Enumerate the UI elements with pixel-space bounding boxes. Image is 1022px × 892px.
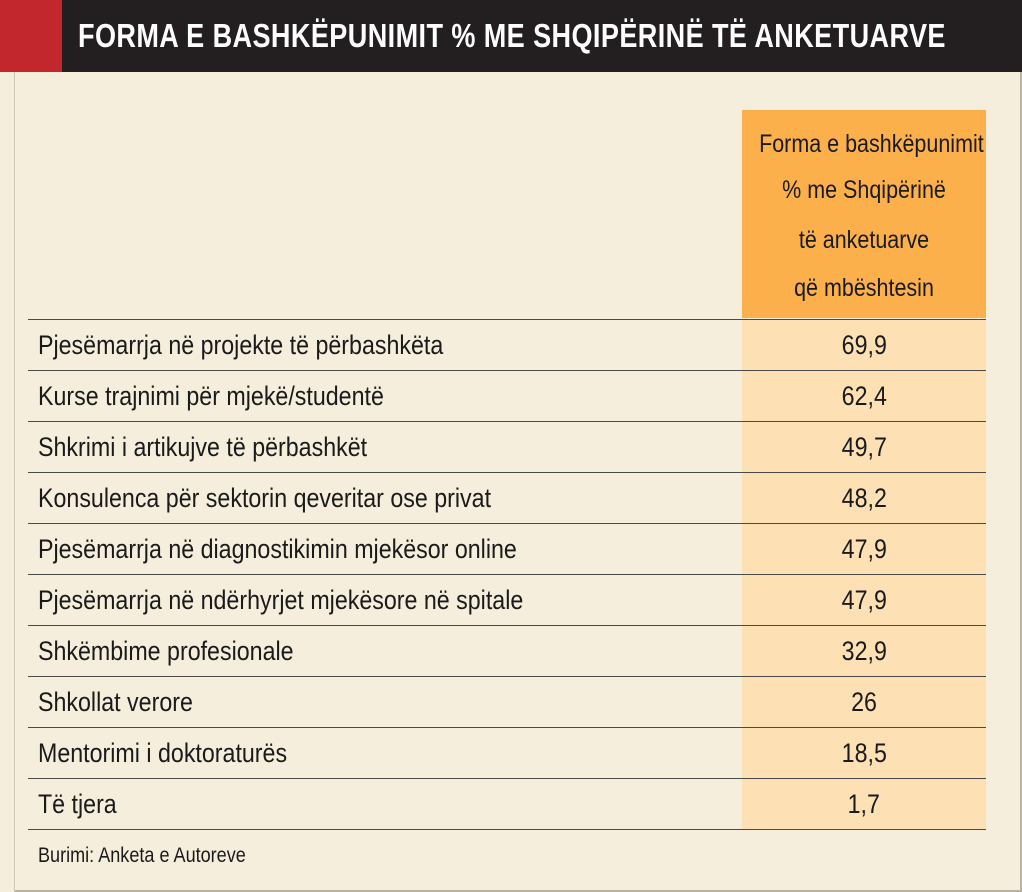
table-row	[28, 676, 986, 728]
row-label: Kurse trajnimi për mjekë/studentë	[38, 381, 384, 411]
column-header	[742, 110, 986, 318]
row-label: Shkrimi i artikujve të përbashkët	[38, 432, 368, 462]
source-note: Burimi: Anketa e Autoreve	[38, 844, 246, 867]
row-value: 69,9	[841, 330, 887, 360]
row-value: 26	[851, 687, 877, 717]
table-row	[28, 778, 986, 830]
row-value-cell	[742, 677, 986, 728]
row-label: Të tjera	[38, 789, 117, 819]
row-value: 49,7	[841, 432, 887, 462]
left-margin-bar	[0, 72, 15, 892]
table-row	[28, 472, 986, 524]
red-accent-block	[0, 0, 62, 72]
row-label: Shkëmbime profesionale	[38, 636, 294, 666]
row-value-cell	[742, 779, 986, 830]
table-row	[28, 523, 986, 575]
row-value: 47,9	[841, 585, 887, 615]
row-value-cell	[742, 320, 986, 371]
row-value-cell	[742, 524, 986, 575]
row-value-cell	[742, 728, 986, 779]
row-label: Pjesëmarrja në diagnostikimin mjekësor online	[38, 534, 517, 564]
table-row	[28, 625, 986, 677]
column-header-line-4: që mbështesin	[794, 274, 934, 302]
table-row	[28, 370, 986, 422]
column-header-line-3: të anketuarve	[798, 226, 930, 254]
row-label: Konsulenca për sektorin qeveritar ose privat	[38, 483, 492, 513]
row-value: 18,5	[841, 738, 887, 768]
title-bar	[0, 0, 1022, 72]
column-header-line-2: % me Shqipërinë	[782, 176, 946, 204]
row-value: 1,7	[847, 789, 881, 819]
row-value-cell	[742, 626, 986, 677]
row-label: Shkollat verore	[38, 687, 193, 717]
table-row	[28, 727, 986, 779]
row-value: 48,2	[841, 483, 887, 513]
row-label: Pjesëmarrja në ndërhyrjet mjekësore në spitale	[38, 585, 524, 615]
table-row	[28, 574, 986, 626]
row-value: 32,9	[841, 636, 887, 666]
row-value-cell	[742, 371, 986, 422]
table-row	[28, 421, 986, 473]
row-label: Mentorimi i doktoraturës	[38, 738, 288, 768]
row-value: 47,9	[841, 534, 887, 564]
row-label: Pjesëmarrja në projekte të përbashkëta	[38, 330, 444, 360]
table-row	[28, 319, 986, 371]
row-value-cell	[742, 422, 986, 473]
chart-title: FORMA E BASHKËPUNIMIT % ME SHQIPËRINË TË ANKETUARVE	[78, 17, 946, 54]
column-header-line-1: Forma e bashkëpunimit	[759, 130, 984, 158]
row-value-cell	[742, 473, 986, 524]
row-value-cell	[742, 575, 986, 626]
table-bottom-rule	[28, 829, 986, 830]
row-value: 62,4	[841, 381, 887, 411]
